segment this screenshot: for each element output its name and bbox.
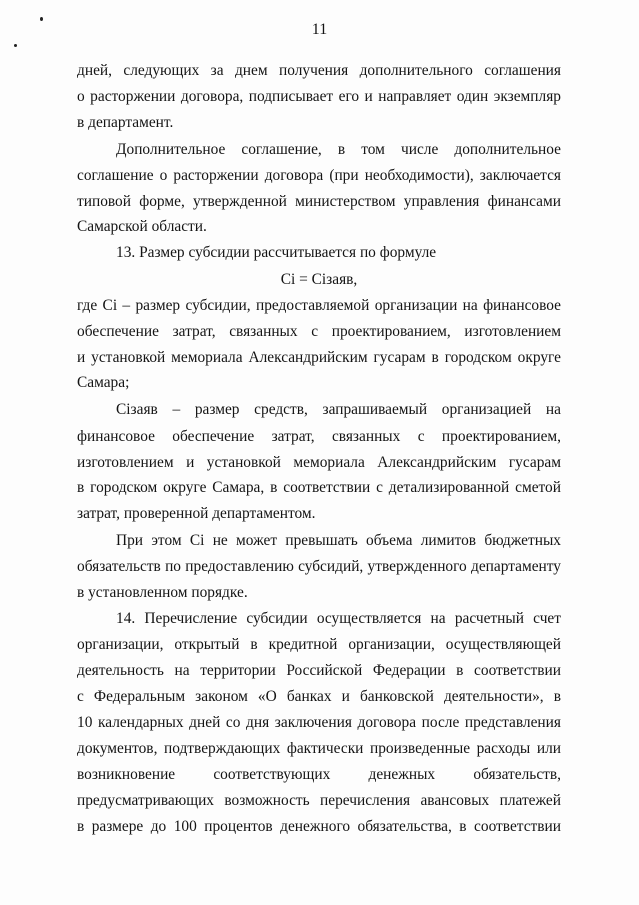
text-line: Самарской области. bbox=[77, 218, 207, 235]
text-line: в установленном порядке. bbox=[77, 584, 248, 601]
text-line: затрат, проверенной департаментом. bbox=[77, 505, 316, 522]
text-line: в размере до 100 процентов денежного обязательства, в соответствии bbox=[77, 818, 561, 835]
text-line: и установкой мемориала Александрийским гусарам в городском округе bbox=[77, 349, 561, 366]
formula: Ci = Ciзаяв, bbox=[280, 271, 358, 288]
text-line: При этом Ci не может превышать объема лимитов бюджетных bbox=[116, 532, 561, 549]
text-line: Ciзаяв – размер средств, запрашиваемый организацией на bbox=[116, 401, 561, 418]
text-line: финансовое обеспечение затрат, связанных с проектированием, bbox=[77, 428, 561, 445]
text-line: обеспечение затрат, связанных с проектированием, изготовлением bbox=[77, 323, 561, 340]
text-line: с Федеральным законом «О банках и банковской деятельности», в bbox=[77, 688, 561, 705]
text-line: 13. Размер субсидии рассчитывается по формуле bbox=[116, 244, 437, 261]
text-line: Самара; bbox=[77, 374, 130, 391]
text-line: предусматривающих возможность перечисления авансовых платежей bbox=[77, 792, 561, 809]
text-line: соглашение о расторжении договора (при необходимости), заключается bbox=[77, 167, 561, 184]
text-line: 10 календарных дней со дня заключения договора после представления bbox=[77, 714, 561, 731]
text-line: где Ci – размер субсидии, предоставляемой организации на финансовое bbox=[77, 297, 561, 314]
text-line: о расторжении договора, подписывает его и направляет один экземпляр bbox=[77, 88, 561, 105]
text-line: изготовлением и установкой мемориала Александрийским гусарам bbox=[77, 454, 561, 471]
text-line: типовой форме, утвержденной министерством управления финансами bbox=[77, 193, 561, 210]
text-line: дней, следующих за днем получения дополнительного соглашения bbox=[77, 62, 561, 79]
text-line: возникновение соответствующих денежных обязательств, bbox=[77, 766, 561, 783]
text-line: Дополнительное соглашение, в том числе дополнительное bbox=[116, 141, 561, 158]
text-line: 14. Перечисление субсидии осуществляется на расчетный счет bbox=[116, 610, 561, 627]
text-line: деятельность на территории Российской Федерации в соответствии bbox=[77, 662, 561, 679]
scan-speck bbox=[14, 44, 17, 47]
text-line: в городском округе Самара, в соответствии с детализированной сметой bbox=[77, 479, 561, 496]
page-number: 11 bbox=[311, 21, 328, 38]
text-line: документов, подтверждающих фактически произведенные расходы или bbox=[77, 740, 561, 757]
text-line: организации, открытый в кредитной организации, осуществляющей bbox=[77, 636, 561, 653]
text-line: обязательств по предоставлению субсидий, утвержденного департаменту bbox=[77, 558, 561, 575]
text-line: в департамент. bbox=[77, 114, 174, 131]
